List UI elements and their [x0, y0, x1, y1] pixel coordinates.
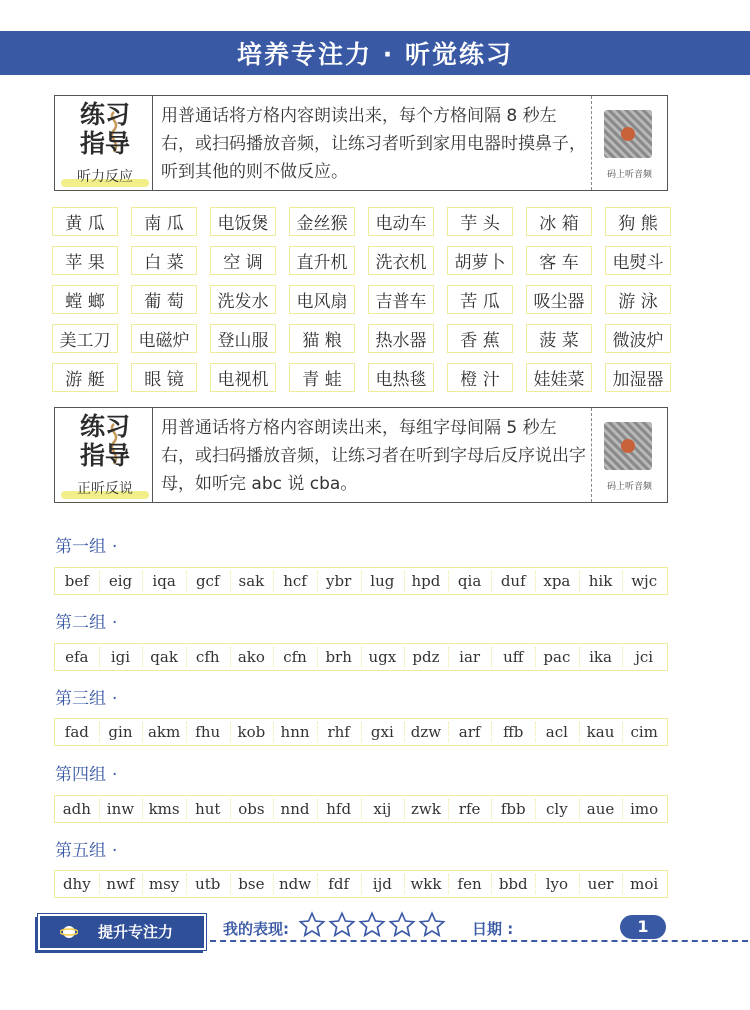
guide-badge-title: 练习 指导 — [79, 100, 130, 158]
letter-cell: gcf — [195, 572, 220, 590]
word-cell: 微波炉 — [605, 324, 671, 353]
word-cell: 吸尘器 — [526, 285, 592, 314]
cell-separator — [491, 874, 492, 894]
letter-cell: iar — [459, 648, 481, 666]
letter-cell: lyo — [545, 875, 569, 893]
letter-cell: jci — [635, 648, 654, 666]
cell-separator — [361, 722, 362, 742]
cell-separator — [535, 799, 536, 819]
cell-separator — [186, 571, 187, 591]
word-cell: 狗 熊 — [605, 207, 671, 236]
cell-separator — [273, 874, 274, 894]
letter-cell: imo — [630, 800, 659, 818]
word-cell: 葡 萄 — [131, 285, 197, 314]
letter-cell: kau — [586, 723, 615, 741]
page-header — [0, 31, 750, 75]
cell-separator — [361, 874, 362, 894]
cell-separator — [230, 571, 231, 591]
cell-separator — [404, 874, 405, 894]
qr-label: 码上听音频 — [606, 482, 652, 492]
cell-separator — [535, 722, 536, 742]
cell-separator — [404, 647, 405, 667]
planet-icon — [60, 923, 78, 941]
star-icon[interactable] — [328, 911, 356, 939]
star-icon[interactable] — [298, 911, 326, 939]
page-title: 培养专注力 · 听觉练习 — [237, 40, 513, 69]
qr-code-icon[interactable] — [604, 422, 652, 470]
rating-stars[interactable] — [298, 911, 448, 941]
letters-row — [54, 643, 668, 671]
letter-cell: qak — [150, 648, 178, 666]
star-icon[interactable] — [418, 911, 446, 939]
word-cell: 美工刀 — [52, 324, 118, 353]
letter-cell: lug — [370, 572, 395, 590]
cell-separator — [317, 647, 318, 667]
letter-cell: zwk — [411, 800, 441, 818]
cell-separator — [99, 722, 100, 742]
word-cell: 电熨斗 — [605, 246, 671, 275]
cell-separator — [448, 571, 449, 591]
letter-cell: cim — [630, 723, 658, 741]
letter-cell: utb — [195, 875, 221, 893]
group-title-dot: · — [112, 689, 118, 709]
guide-instructions: 用普通话将方格内容朗读出来，每个方格间隔 8 秒左右，或扫码播放音频，让练习者听到家用电器时摸鼻子，听到其他的则不做反应。 — [161, 106, 586, 182]
letter-cell: xpa — [543, 572, 571, 590]
letter-cell: ijd — [372, 875, 392, 893]
cell-separator — [535, 647, 536, 667]
word-cell: 电热毯 — [368, 363, 434, 392]
word-cell: 娃娃菜 — [526, 363, 592, 392]
letter-cell: cly — [546, 800, 568, 818]
letter-cell: obs — [238, 800, 265, 818]
group-title-dot: · — [112, 613, 118, 633]
word-cell: 香 蕉 — [447, 324, 513, 353]
word-cell: 菠 菜 — [526, 324, 592, 353]
letters-row — [54, 870, 668, 898]
letter-cell: fad — [64, 723, 89, 741]
cell-separator — [142, 799, 143, 819]
group-title-text: 第一组 — [55, 537, 106, 557]
cell-separator — [579, 571, 580, 591]
cell-separator — [273, 799, 274, 819]
cell-separator — [230, 647, 231, 667]
qr-section[interactable] — [591, 96, 667, 190]
letter-cell: iqa — [152, 572, 176, 590]
word-cell: 青 蛙 — [289, 363, 355, 392]
word-cell: 南 瓜 — [131, 207, 197, 236]
cell-separator — [230, 722, 231, 742]
practice-guide-2 — [54, 407, 668, 503]
word-cell: 电磁炉 — [131, 324, 197, 353]
letter-cell: dzw — [410, 723, 442, 741]
cell-separator — [491, 571, 492, 591]
letter-cell: nwf — [106, 875, 135, 893]
letter-cell: fhu — [195, 723, 221, 741]
letter-cell: bse — [238, 875, 265, 893]
guide-badge-2 — [55, 408, 153, 502]
cell-separator — [273, 647, 274, 667]
letter-cell: arf — [458, 723, 481, 741]
word-cell: 客 车 — [526, 246, 592, 275]
letter-cell: sak — [238, 572, 265, 590]
cell-separator — [230, 799, 231, 819]
letter-cell: hpd — [411, 572, 441, 590]
word-cell: 金丝猴 — [289, 207, 355, 236]
letter-cell: cfh — [195, 648, 220, 666]
letter-cell: hcf — [283, 572, 307, 590]
letter-cell: inw — [106, 800, 135, 818]
letter-cell: efa — [65, 648, 89, 666]
letter-cell: duf — [500, 572, 526, 590]
word-cell: 黄 瓜 — [52, 207, 118, 236]
word-cell: 直升机 — [289, 246, 355, 275]
word-cell: 电视机 — [210, 363, 276, 392]
word-cell: 登山服 — [210, 324, 276, 353]
practice-guide-1 — [54, 95, 668, 191]
word-cell: 游 艇 — [52, 363, 118, 392]
cell-separator — [448, 874, 449, 894]
word-cell: 洗发水 — [210, 285, 276, 314]
letter-cell: gin — [108, 723, 133, 741]
word-cell: 电动车 — [368, 207, 434, 236]
group-title-dot: · — [112, 537, 118, 557]
cell-separator — [622, 571, 623, 591]
cell-separator — [579, 647, 580, 667]
cell-separator — [99, 647, 100, 667]
letter-cell: dhy — [62, 875, 91, 893]
group-title-text: 第四组 — [55, 765, 106, 785]
word-cell: 电饭煲 — [210, 207, 276, 236]
letter-cell: ako — [237, 648, 265, 666]
letter-cell: wjc — [631, 572, 658, 590]
letter-cell: uer — [587, 875, 614, 893]
letters-row — [54, 795, 668, 823]
word-cell: 冰 箱 — [526, 207, 592, 236]
cell-separator — [361, 647, 362, 667]
word-cell: 空 调 — [210, 246, 276, 275]
cell-separator — [622, 799, 623, 819]
letter-cell: pac — [543, 648, 571, 666]
letter-cell: rhf — [327, 723, 350, 741]
cell-separator — [273, 722, 274, 742]
letter-cell: fen — [457, 875, 482, 893]
cell-separator — [579, 722, 580, 742]
cell-separator — [361, 571, 362, 591]
word-cell: 苹 果 — [52, 246, 118, 275]
focus-banner — [38, 914, 206, 950]
cell-separator — [404, 571, 405, 591]
word-cell: 橙 汁 — [447, 363, 513, 392]
cell-separator — [579, 799, 580, 819]
letter-cell: hfd — [326, 800, 352, 818]
cell-separator — [448, 799, 449, 819]
word-cell: 螳 螂 — [52, 285, 118, 314]
word-cell: 眼 镜 — [131, 363, 197, 392]
cell-separator — [448, 647, 449, 667]
cell-separator — [99, 799, 100, 819]
word-cell: 洗衣机 — [368, 246, 434, 275]
word-cell: 加湿器 — [605, 363, 671, 392]
group-title-dot: · — [112, 841, 118, 861]
letter-cell: hik — [588, 572, 613, 590]
letter-cell: hnn — [280, 723, 310, 741]
star-icon[interactable] — [388, 911, 416, 939]
group-title-text: 第五组 — [55, 841, 106, 861]
letter-cell: acl — [545, 723, 568, 741]
letter-cell: uff — [503, 648, 524, 666]
letter-cell: msy — [148, 875, 180, 893]
guide-badge-subtitle: 听力反应 — [77, 169, 133, 185]
cell-separator — [186, 799, 187, 819]
qr-label: 码上听音频 — [606, 170, 652, 180]
star-icon[interactable] — [358, 911, 386, 939]
word-cell: 吉普车 — [368, 285, 434, 314]
letter-cell: fbb — [500, 800, 526, 818]
guide-badge-1 — [55, 96, 153, 190]
letter-cell: eig — [108, 572, 133, 590]
word-cell: 胡萝卜 — [447, 246, 513, 275]
group-title — [55, 836, 117, 861]
group-title-text: 第二组 — [55, 613, 106, 633]
focus-banner-label: 提升专注力 — [98, 923, 174, 941]
guide-instructions: 用普通话将方格内容朗读出来，每组字母间隔 5 秒左右，或扫码播放音频，让练习者在听到字母后反序说出字母，如听完 abc 说 cba。 — [161, 418, 586, 494]
cell-separator — [535, 874, 536, 894]
letter-cell: rfe — [458, 800, 481, 818]
performance-label: 我的表现: — [223, 920, 289, 938]
letter-cell: qia — [457, 572, 482, 590]
cell-separator — [142, 874, 143, 894]
cell-separator — [317, 799, 318, 819]
date-label: 日期 : — [472, 920, 514, 938]
cell-separator — [99, 874, 100, 894]
group-title-text: 第三组 — [55, 689, 106, 709]
letter-cell: xij — [373, 800, 392, 818]
letter-cell: brh — [325, 648, 352, 666]
cell-separator — [404, 799, 405, 819]
group-title — [55, 684, 117, 709]
cell-separator — [448, 722, 449, 742]
cell-separator — [142, 571, 143, 591]
word-cell: 白 菜 — [131, 246, 197, 275]
guide-badge-subtitle: 正听反说 — [77, 481, 133, 497]
letters-row — [54, 567, 668, 595]
letter-cell: igi — [110, 648, 131, 666]
letter-cell: bbd — [498, 875, 528, 893]
guide-badge-title: 练习 指导 — [79, 412, 130, 470]
letter-cell: ffb — [503, 723, 524, 741]
cell-separator — [622, 722, 623, 742]
letter-cell: kob — [237, 723, 266, 741]
group-title-dot: · — [112, 765, 118, 785]
cell-separator — [186, 874, 187, 894]
cell-separator — [404, 722, 405, 742]
letters-row — [54, 718, 668, 746]
cell-separator — [491, 722, 492, 742]
letter-cell: ugx — [368, 648, 397, 666]
footer-divider — [200, 940, 748, 942]
word-cell: 热水器 — [368, 324, 434, 353]
letter-cell: wkk — [410, 875, 442, 893]
cell-separator — [361, 799, 362, 819]
word-cell: 电风扇 — [289, 285, 355, 314]
group-title — [55, 532, 117, 557]
cell-separator — [317, 722, 318, 742]
group-title — [55, 608, 117, 633]
qr-code-icon[interactable] — [604, 110, 652, 158]
letter-cell: hut — [195, 800, 221, 818]
cell-separator — [491, 799, 492, 819]
cell-separator — [535, 571, 536, 591]
letter-cell: cfn — [283, 648, 307, 666]
letter-cell: aue — [586, 800, 615, 818]
cell-separator — [186, 647, 187, 667]
letter-cell: nnd — [280, 800, 310, 818]
cell-separator — [186, 722, 187, 742]
cell-separator — [142, 722, 143, 742]
letter-cell: adh — [62, 800, 91, 818]
cell-separator — [579, 874, 580, 894]
letter-cell: ybr — [326, 572, 352, 590]
letter-cell: ika — [589, 648, 612, 666]
cell-separator — [99, 571, 100, 591]
letter-cell: gxi — [370, 723, 394, 741]
qr-section[interactable] — [591, 408, 667, 502]
page-number: 1 — [620, 915, 666, 939]
cell-separator — [622, 647, 623, 667]
cell-separator — [491, 647, 492, 667]
word-cell: 猫 粮 — [289, 324, 355, 353]
cell-separator — [622, 874, 623, 894]
letter-cell: fdf — [328, 875, 350, 893]
word-cell: 游 泳 — [605, 285, 671, 314]
cell-separator — [317, 571, 318, 591]
letter-cell: ndw — [278, 875, 312, 893]
letter-cell: akm — [147, 723, 181, 741]
letter-cell: bef — [64, 572, 89, 590]
cell-separator — [273, 571, 274, 591]
cell-separator — [142, 647, 143, 667]
cell-separator — [317, 874, 318, 894]
letter-cell: pdz — [412, 648, 440, 666]
letter-cell: kms — [148, 800, 180, 818]
letter-cell: moi — [630, 875, 659, 893]
word-cell: 芋 头 — [447, 207, 513, 236]
word-cell: 苦 瓜 — [447, 285, 513, 314]
cell-separator — [230, 874, 231, 894]
group-title — [55, 760, 117, 785]
